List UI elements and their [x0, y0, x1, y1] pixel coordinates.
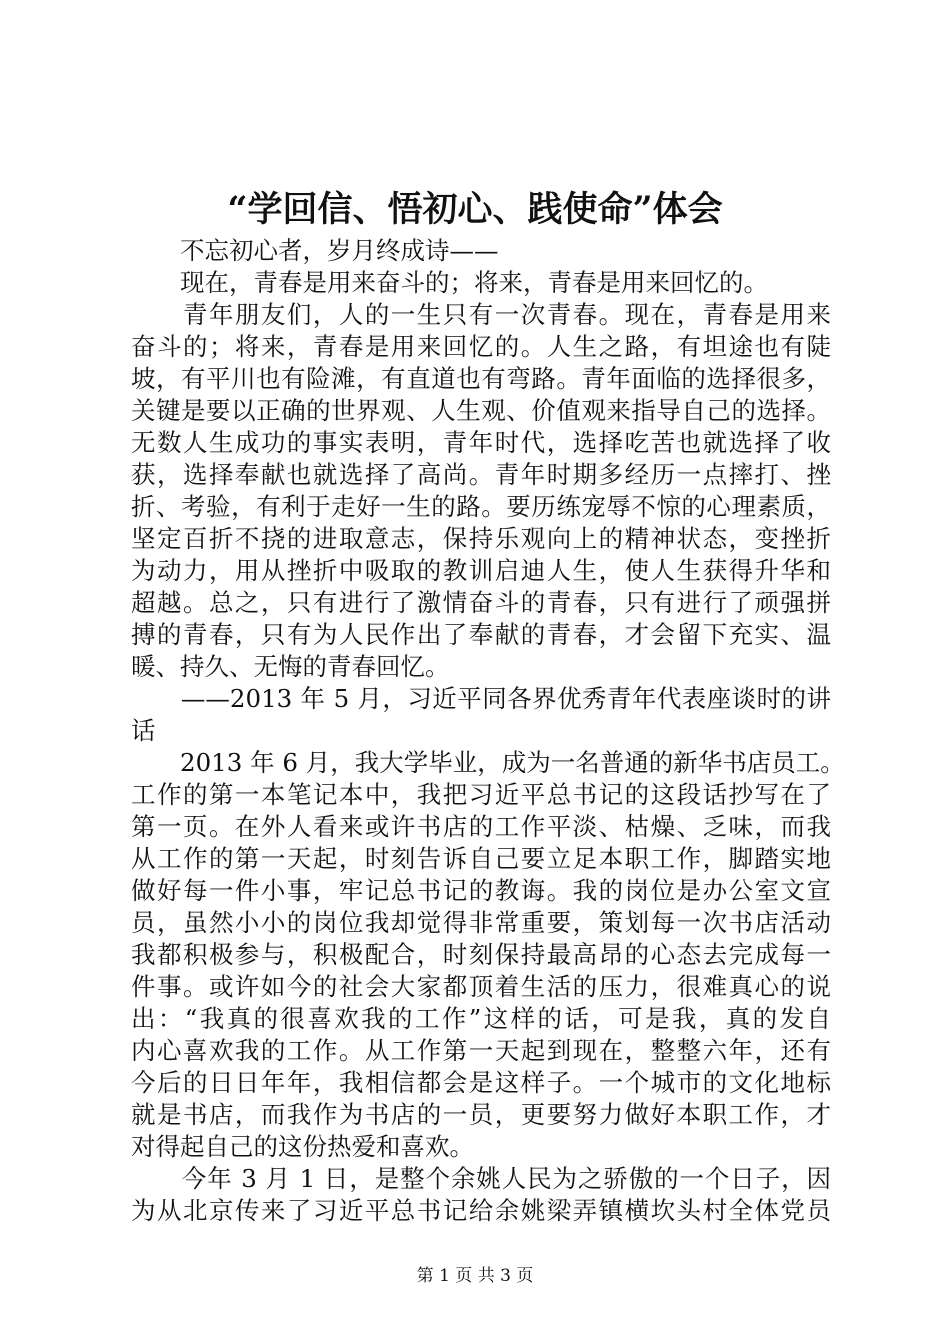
- text-line: 第一页。在外人看来或许书店的工作平淡、枯燥、乏味，而我: [131, 812, 831, 841]
- text-line: 件事。或许如今的社会大家都顶着生活的压力，很难真心的说: [131, 972, 831, 1001]
- text-line: 青年朋友们，人的一生只有一次青春。现在，青春是用来: [131, 300, 831, 329]
- document-body: [131, 235, 845, 1227]
- text-line: 奋斗的；将来，青春是用来回忆的。人生之路，有坦途也有陡: [131, 332, 831, 361]
- text-line: 做好每一件小事，牢记总书记的教诲。我的岗位是办公室文宣: [131, 876, 831, 905]
- text-line: 折、考验，有利于走好一生的路。要历练宠辱不惊的心理素质，: [131, 492, 831, 521]
- text-line: 坚定百折不挠的进取意志，保持乐观向上的精神状态，变挫折: [131, 524, 831, 553]
- text-line: 工作的第一本笔记本中，我把习近平总书记的这段话抄写在了: [131, 780, 831, 809]
- page-footer: 第 1 页 共 3 页: [416, 1266, 534, 1286]
- text-line: 从工作的第一天起，时刻告诉自己要立足本职工作，脚踏实地: [131, 844, 831, 873]
- text-line: 获，选择奉献也就选择了高尚。青年时期多经历一点摔打、挫: [131, 460, 831, 489]
- text-line: 话: [131, 716, 156, 745]
- document-title: “学回信、悟初心、践使命”体会: [227, 189, 723, 230]
- text-line: ——2013 年 5 月，习近平同各界优秀青年代表座谈时的讲: [131, 684, 831, 713]
- text-line: 为从北京传来了习近平总书记给余姚梁弄镇横坎头村全体党员: [131, 1196, 831, 1225]
- text-line: 出：“我真的很喜欢我的工作”这样的话，可是我，真的发自: [131, 1004, 831, 1033]
- text-line: 对得起自己的这份热爱和喜欢。: [131, 1132, 474, 1161]
- text-line: 就是书店，而我作为书店的一员，更要努力做好本职工作，才: [131, 1100, 831, 1129]
- text-line: 今后的日日年年，我相信都会是这样子。一个城市的文化地标: [131, 1068, 831, 1097]
- text-line: 我都积极参与，积极配合，时刻保持最高昂的心态去完成每一: [131, 940, 831, 969]
- text-line: 不忘初心者，岁月终成诗——: [131, 236, 499, 265]
- text-line: 搏的青春，只有为人民作出了奉献的青春，才会留下充实、温: [131, 620, 831, 649]
- text-line: 关键是要以正确的世界观、人生观、价值观来指导自己的选择。: [131, 396, 831, 425]
- text-line: 无数人生成功的事实表明，青年时代，选择吃苦也就选择了收: [131, 428, 831, 457]
- text-line: 为动力，用从挫折中吸取的教训启迪人生，使人生获得升华和: [131, 556, 831, 585]
- text-line: 超越。总之，只有进行了激情奋斗的青春，只有进行了顽强拼: [131, 588, 831, 617]
- text-line: 员，虽然小小的岗位我却觉得非常重要，策划每一次书店活动: [131, 908, 831, 937]
- text-line: 内心喜欢我的工作。从工作第一天起到现在，整整六年，还有: [131, 1036, 831, 1065]
- text-line: 现在，青春是用来奋斗的；将来，青春是用来回忆的。: [131, 268, 768, 297]
- text-line: 2013 年 6 月，我大学毕业，成为一名普通的新华书店员工。: [131, 748, 845, 777]
- text-line: 暖、持久、无悔的青春回忆。: [131, 652, 450, 681]
- text-line: 坡，有平川也有险滩，有直道也有弯路。青年面临的选择很多，: [131, 364, 831, 393]
- text-line: 今年 3 月 1 日，是整个余姚人民为之骄傲的一个日子，因: [131, 1164, 831, 1193]
